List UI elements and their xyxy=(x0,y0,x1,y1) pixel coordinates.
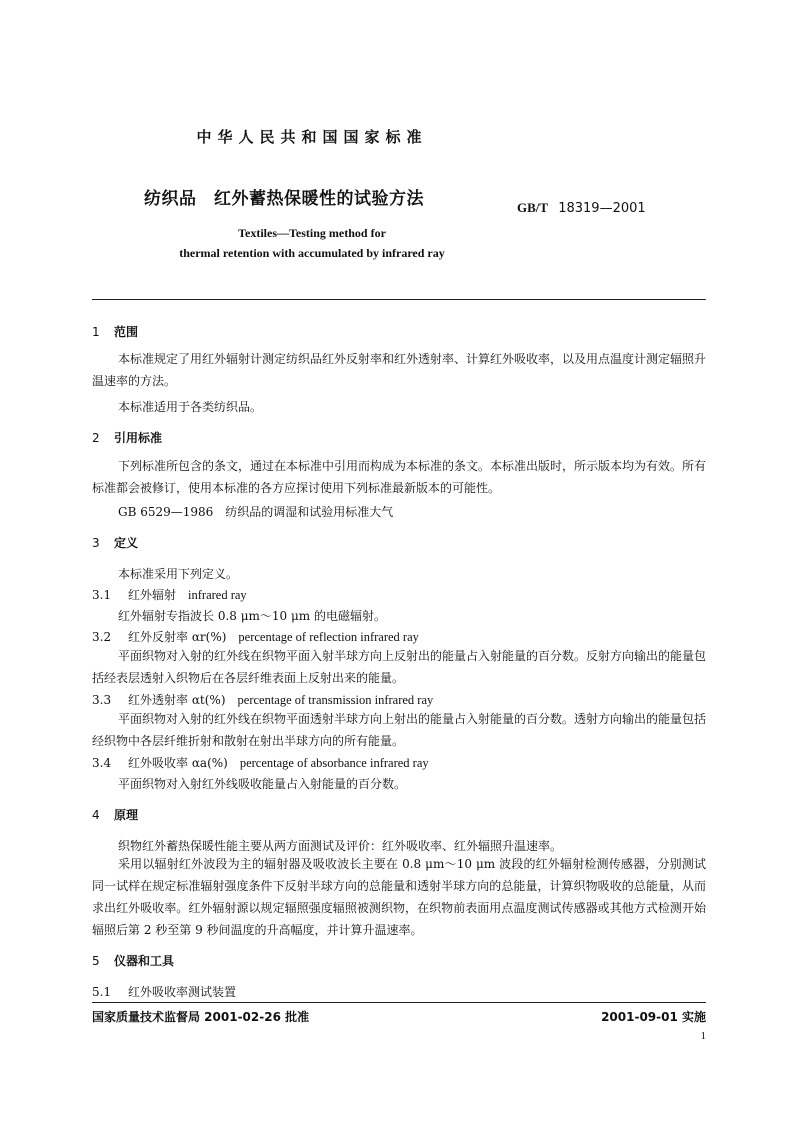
approval-note: 国家质量技术监督局 2001-02-26 批准 xyxy=(92,1010,310,1024)
definition-3-1-description: 红外辐射专指波长 0.8 μm～10 μm 的电磁辐射。 xyxy=(118,609,386,623)
definition-number: 3.1 xyxy=(92,588,112,602)
definition-3-3-description: 平面织物对入射的红外线在织物平面透射半球方向上射出的能量占入射能量的百分数。透射方向输出的能量包括经织物中各层纤维折射和散射在射出半球方向的所有能量。 xyxy=(92,712,707,748)
section-number: 2 xyxy=(92,431,100,445)
standard-number xyxy=(517,200,646,216)
implementation-date: 2001-09-01 实施 xyxy=(601,1010,706,1024)
subsection-5-1 xyxy=(92,983,236,1000)
standard-type-heading: 中华人民共和国国家标准 xyxy=(196,128,428,146)
section-title: 范围 xyxy=(114,325,139,339)
section-4-paragraph-1: 织物红外蓄热保暖性能主要从两方面测试及评价：红外吸收率、红外辐照升温速率。 xyxy=(118,839,563,853)
definition-term: 红外吸收率 αa(%) xyxy=(128,756,240,770)
definition-term: 红外反射率 αr(%) xyxy=(128,630,239,644)
section-3-intro: 本标准采用下列定义。 xyxy=(118,567,239,581)
definition-3-3 xyxy=(92,691,433,708)
section-1-heading xyxy=(92,323,138,340)
subsection-number: 5.1 xyxy=(92,985,112,999)
definition-number: 3.3 xyxy=(92,693,112,707)
section-title: 引用标准 xyxy=(114,431,163,445)
section-1-paragraph-2: 本标准适用于各类纺织品。 xyxy=(118,400,263,414)
definition-3-2-description: 平面织物对入射的红外线在织物平面入射半球方向上反射出的能量占入射能量的百分数。反射方向输出的能量包括经表层透射入织物后在各层纤维表面上反射出来的能量。 xyxy=(92,649,707,685)
section-number: 3 xyxy=(92,536,100,550)
section-title: 仪器和工具 xyxy=(114,954,175,968)
section-number: 5 xyxy=(92,954,100,968)
page-number: 1 xyxy=(700,1030,706,1042)
standard-prefix: GB/T xyxy=(517,200,549,215)
section-number: 1 xyxy=(92,325,100,339)
definition-term-en: infrared ray xyxy=(188,588,247,602)
definition-3-2 xyxy=(92,628,419,645)
definition-3-4-description: 平面织物对入射红外线吸收能量占入射能量的百分数。 xyxy=(118,777,407,791)
section-3-heading xyxy=(92,534,138,551)
section-4-paragraph-2: 采用以辐射红外波段为主的辐射器及吸收波长主要在 0.8 μm～10 μm 波段的红外辐射检测传感器，分别测试同一试样在规定标准辐射强度条件下反射半球方向的总能量和透射半球方向的总能量，计算织物吸收的总能量，从而求出红外吸收率。红外辐射源以规定辐照强度辐照被测织物，在织物前表面用点温度测试传感器或其他方式检测开始辐照后第 2 秒至第 9 秒间温度的升高幅度，并计算升温速率。 xyxy=(92,857,706,937)
definition-number: 3.2 xyxy=(92,630,112,644)
subsection-title: 红外吸收率测试装置 xyxy=(128,985,237,999)
section-4-heading xyxy=(92,806,138,823)
definition-term: 红外辐射 xyxy=(128,588,189,602)
header-divider xyxy=(92,299,706,300)
section-2-heading xyxy=(92,429,162,446)
section-title: 定义 xyxy=(114,536,139,550)
definition-3-4 xyxy=(92,754,429,771)
section-2-reference: GB 6529—1986 纺织品的调湿和试验用标准大气 xyxy=(118,505,394,519)
section-number: 4 xyxy=(92,808,100,822)
section-5-heading xyxy=(92,952,174,969)
definition-3-1 xyxy=(92,586,247,603)
definition-term-en: percentage of absorbance infrared ray xyxy=(239,756,429,770)
document-title-en-line1: Textiles—Testing method for xyxy=(238,226,386,240)
section-1-paragraph-1: 本标准规定了用红外辐射计测定纺织品红外反射率和红外透射率、计算红外吸收率，以及用点温度计测定辐照升温速率的方法。 xyxy=(92,352,707,388)
document-title-cn: 纺织品 红外蓄热保暖性的试验方法 xyxy=(144,189,424,209)
definition-term: 红外透射率 αt(%) xyxy=(128,693,238,707)
definition-term-en: percentage of transmission infrared ray xyxy=(237,693,434,707)
section-title: 原理 xyxy=(114,808,139,822)
footer-divider xyxy=(92,1002,706,1003)
definition-term-en: percentage of reflection infrared ray xyxy=(238,630,419,644)
definition-number: 3.4 xyxy=(92,756,112,770)
standard-code: 18319—2001 xyxy=(558,201,646,216)
section-2-paragraph-1: 下列标准所包含的条文，通过在本标准中引用而构成为本标准的条文。本标准出版时，所示版本均为有效。所有标准都会被修订，使用本标准的各方应探讨使用下列标准最新版本的可能性。 xyxy=(92,459,707,495)
document-title-en-line2: thermal retention with accumulated by infrared ray xyxy=(179,246,445,260)
